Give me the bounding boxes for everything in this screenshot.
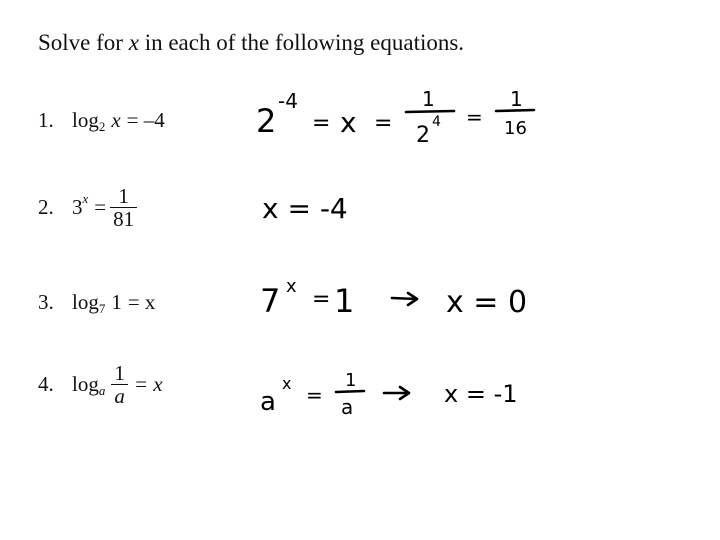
problem-number: 2.	[38, 195, 54, 219]
work-3-exponent: x	[286, 276, 297, 297]
work-3-arrow-icon	[392, 293, 417, 305]
power-exponent: x	[82, 190, 89, 206]
work-2	[262, 192, 348, 225]
equals-sign: =	[94, 195, 107, 219]
fraction-denominator: 81	[110, 207, 137, 230]
work-1-equals-1: =	[312, 111, 331, 136]
work-3-equals: =	[312, 287, 331, 312]
fraction-numerator: 1	[114, 361, 125, 385]
heading-text-after: in each of the following equations.	[138, 30, 465, 55]
problem-number: 4.	[38, 372, 54, 396]
work-1-exponent: -4	[278, 89, 298, 113]
work-3-result: x = 0	[446, 285, 528, 320]
work-1	[256, 87, 534, 148]
fraction-denominator: a	[111, 384, 128, 407]
work-1-x: x	[340, 106, 357, 139]
work-3-base: 7	[260, 282, 281, 320]
log-base: a	[98, 382, 106, 398]
problem-number: 3.	[38, 290, 54, 314]
work-4-numerator: 1	[345, 370, 357, 391]
problem-number: 1.	[38, 108, 54, 132]
log-argument: x	[111, 108, 121, 132]
work-4-exponent: x	[282, 374, 292, 393]
fraction-numerator: 1	[118, 184, 129, 208]
work-4-result: x = -1	[444, 380, 518, 408]
work-3	[260, 276, 527, 320]
log-argument: 1	[111, 290, 122, 314]
work-1-fraction-bar-2	[496, 110, 534, 111]
equation-rhs: = x	[127, 290, 156, 314]
log-function: log	[72, 290, 99, 314]
work-1-equals-3: =	[466, 105, 483, 129]
work-1-numerator-1: 1	[422, 87, 435, 111]
heading-variable: x	[128, 30, 139, 55]
work-1-fraction-bar-1	[406, 111, 454, 112]
log-base: 2	[98, 118, 106, 134]
work-1-denominator-2: 16	[504, 118, 527, 139]
power-base: 3	[72, 195, 83, 219]
equation-rhs: = –4	[126, 108, 165, 132]
work-4	[260, 370, 518, 419]
work-4-denominator: a	[341, 395, 354, 419]
work-3-one: 1	[334, 282, 355, 320]
work-1-base: 2	[256, 102, 277, 140]
work-4-arrow-icon	[384, 387, 409, 399]
heading-text-before: Solve for	[38, 30, 129, 55]
work-4-fraction-bar	[336, 391, 364, 392]
log-base: 7	[98, 300, 106, 316]
log-function: log	[72, 372, 99, 396]
work-4-equals: =	[306, 383, 323, 407]
work-1-denominator-exponent: 4	[432, 114, 441, 130]
equation-rhs: = x	[133, 372, 163, 396]
work-1-denominator-base: 2	[416, 123, 430, 148]
work-1-numerator-2: 1	[510, 87, 523, 111]
log-function: log	[72, 108, 99, 132]
work-1-equals-2: =	[374, 111, 393, 136]
work-2-text: x = -4	[262, 192, 348, 225]
work-4-base: a	[260, 387, 276, 417]
